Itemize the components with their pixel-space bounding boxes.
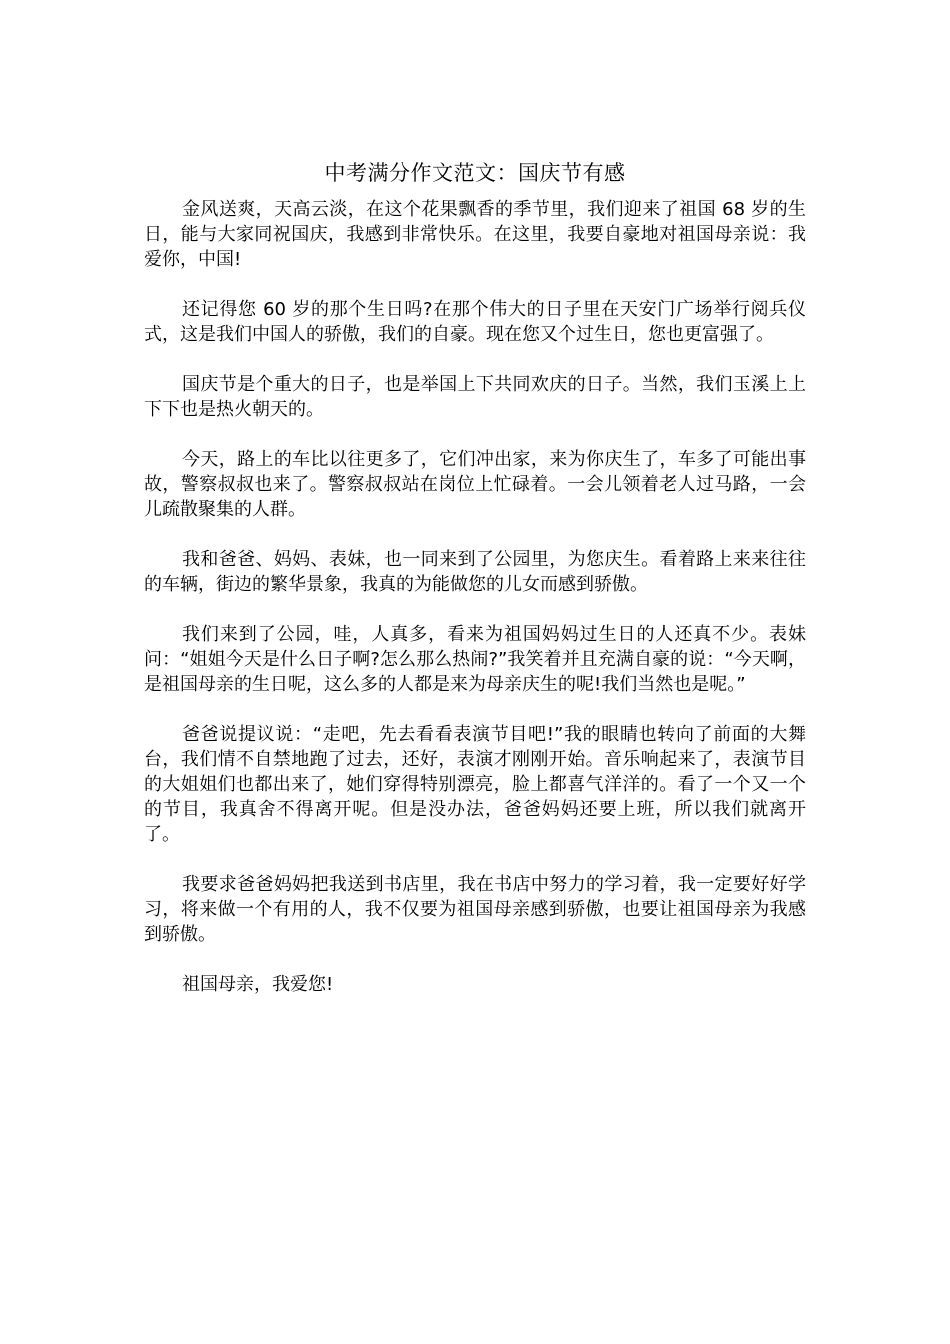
paragraph-6: 我们来到了公园，哇，人真多，看来为祖国妈妈过生日的人还真不少。表妹问：“姐姐今天是什么日子啊?怎么那么热闹?”我笑着并且充满自豪的说：“今天啊，是祖国母亲的生日呢，这么多的人都是来为母亲庆生的呢!我们当然也是呢。”	[144, 624, 806, 695]
paragraph-7: 爸爸说提议说：“走吧，先去看看表演节目吧!”我的眼睛也转向了前面的大舞台，我们情不自禁地跑了过去，还好，表演才刚刚开始。音乐响起来了，表演节目的大姐姐们也都出来了，她们穿得特别漂亮，脸上都喜气洋洋的。看了一个又一个的节目，我真舍不得离开呢。但是没办法，爸爸妈妈还要上班，所以我们就离开了。	[144, 724, 806, 845]
document-title: 中考满分作文范文：国庆节有感	[324, 161, 626, 185]
paragraph-4: 今天，路上的车比以往更多了，它们冲出家，来为你庆生了，车多了可能出事故，警察叔叔也来了。警察叔叔站在岗位上忙碌着。一会儿领着老人过马路，一会儿疏散聚集的人群。	[144, 449, 806, 520]
paragraph-9: 祖国母亲，我爱您!	[182, 974, 334, 995]
document-body	[144, 197, 806, 1022]
paragraph-1: 金风送爽，天高云淡，在这个花果飘香的季节里，我们迎来了祖国 68 岁的生日，能与大家同祝国庆，我感到非常快乐。在这里，我要自豪地对祖国母亲说：我爱你，中国!	[144, 199, 806, 270]
paragraph-5: 我和爸爸、妈妈、表妹，也一同来到了公园里，为您庆生。看着路上来来往往的车辆，街边的繁华景象，我真的为能做您的儿女而感到骄傲。	[144, 549, 806, 595]
paragraph-8: 我要求爸爸妈妈把我送到书店里，我在书店中努力的学习着，我一定要好好学习，将来做一个有用的人，我不仅要为祖国母亲感到骄傲，也要让祖国母亲为我感到骄傲。	[144, 874, 806, 945]
paragraph-2: 还记得您 60 岁的那个生日吗?在那个伟大的日子里在天安门广场举行阅兵仪式，这是我们中国人的骄傲，我们的自豪。现在您又个过生日，您也更富强了。	[144, 299, 806, 345]
paragraph-3: 国庆节是个重大的日子，也是举国上下共同欢庆的日子。当然，我们玉溪上上下下也是热火朝天的。	[144, 374, 806, 420]
